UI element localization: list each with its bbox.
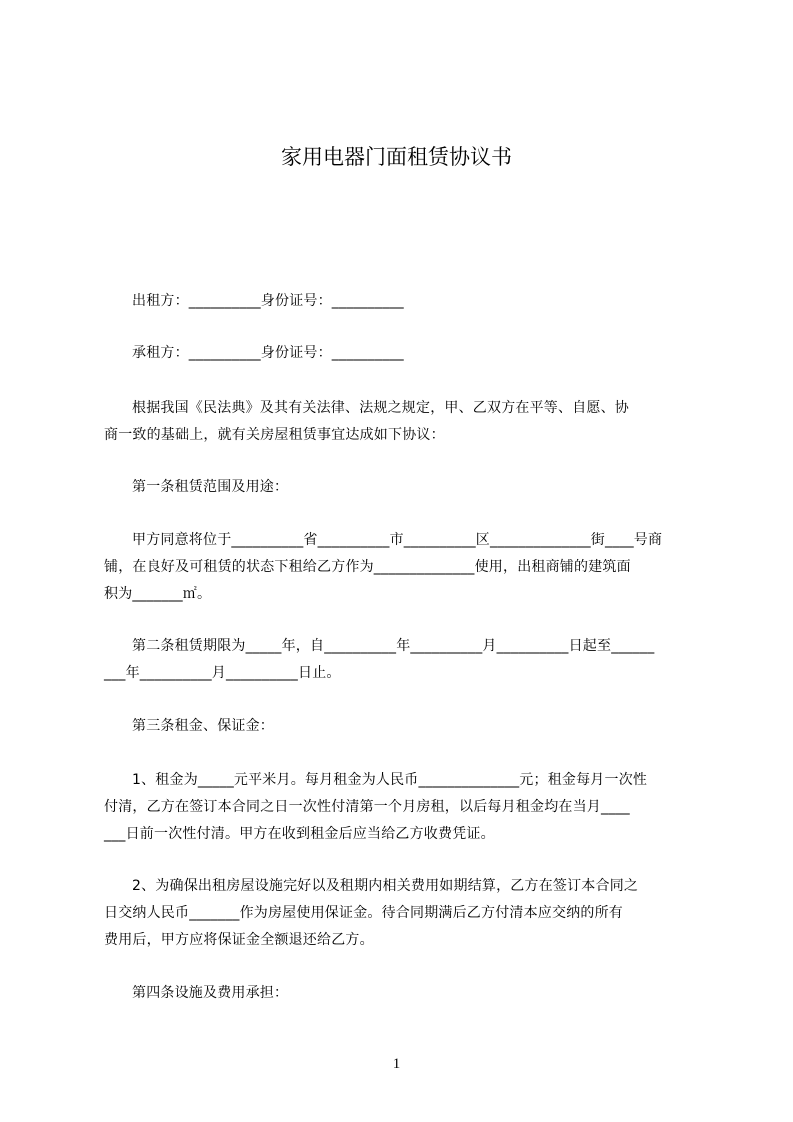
lessee-line [104, 340, 704, 367]
paragraph-line: 第一条租赁范围及用途： [132, 479, 289, 495]
paragraph-line: 第二条租赁期限为_____年，自__________年__________月__________日起至______ [132, 638, 655, 654]
paragraph-line: 承租方：__________身份证号：__________ [132, 345, 404, 361]
paragraph-line: ___日前一次性付清。甲方在收到租金后应当给乙方收费凭证。 [104, 826, 495, 842]
article-1-heading [104, 474, 704, 501]
preamble-paragraph [104, 395, 704, 449]
article-3-heading [104, 713, 704, 740]
article-2-body [104, 633, 704, 687]
paragraph-line: 费用后，甲方应将保证金全额退还给乙方。 [104, 932, 374, 948]
paragraph-line: 出租方：__________身份证号：__________ [132, 293, 404, 309]
paragraph-line: 2、为确保出租房屋设施完好以及租期内相关费用如期结算，乙方在签订本合同之 [132, 878, 639, 894]
paragraph-line: ___年__________月__________日止。 [104, 665, 341, 681]
paragraph-line: 第四条设施及费用承担： [132, 985, 289, 1001]
paragraph-line: 商一致的基础上，就有关房屋租赁事宜达成如下协议： [104, 427, 445, 443]
page-number: 1 [392, 1056, 401, 1072]
article-4-heading [104, 980, 704, 1007]
paragraph-line: 铺，在良好及可租赁的状态下租给乙方作为______________使用，出租商铺的建筑面 [104, 559, 631, 575]
paragraph-line: 甲方同意将位于__________省__________市__________区______________街____号商 [132, 532, 663, 548]
paragraph-line: 付清，乙方在签订本合同之日一次性付清第一个月房租，以后每月租金均在当月____ [104, 799, 630, 815]
paragraph-line: 日交纳人民币_______作为房屋使用保证金。待合同期满后乙方付清本应交纳的所有 [104, 905, 623, 921]
paragraph-line: 第三条租金、保证金： [132, 718, 274, 734]
lessor-line [104, 288, 704, 315]
paragraph-line: 积为_______㎡。 [104, 586, 212, 602]
paragraph-line: 1、租金为_____元平米月。每月租金为人民币______________元；租金每月一次性 [132, 772, 648, 788]
article-3-rent-clause [104, 767, 704, 848]
article-1-body [104, 527, 704, 608]
document-title: 家用电器门面租赁协议书 [281, 145, 512, 169]
article-3-deposit-clause [104, 873, 704, 954]
paragraph-line: 根据我国《民法典》及其有关法律、法规之规定，甲、乙双方在平等、自愿、协 [132, 400, 629, 416]
